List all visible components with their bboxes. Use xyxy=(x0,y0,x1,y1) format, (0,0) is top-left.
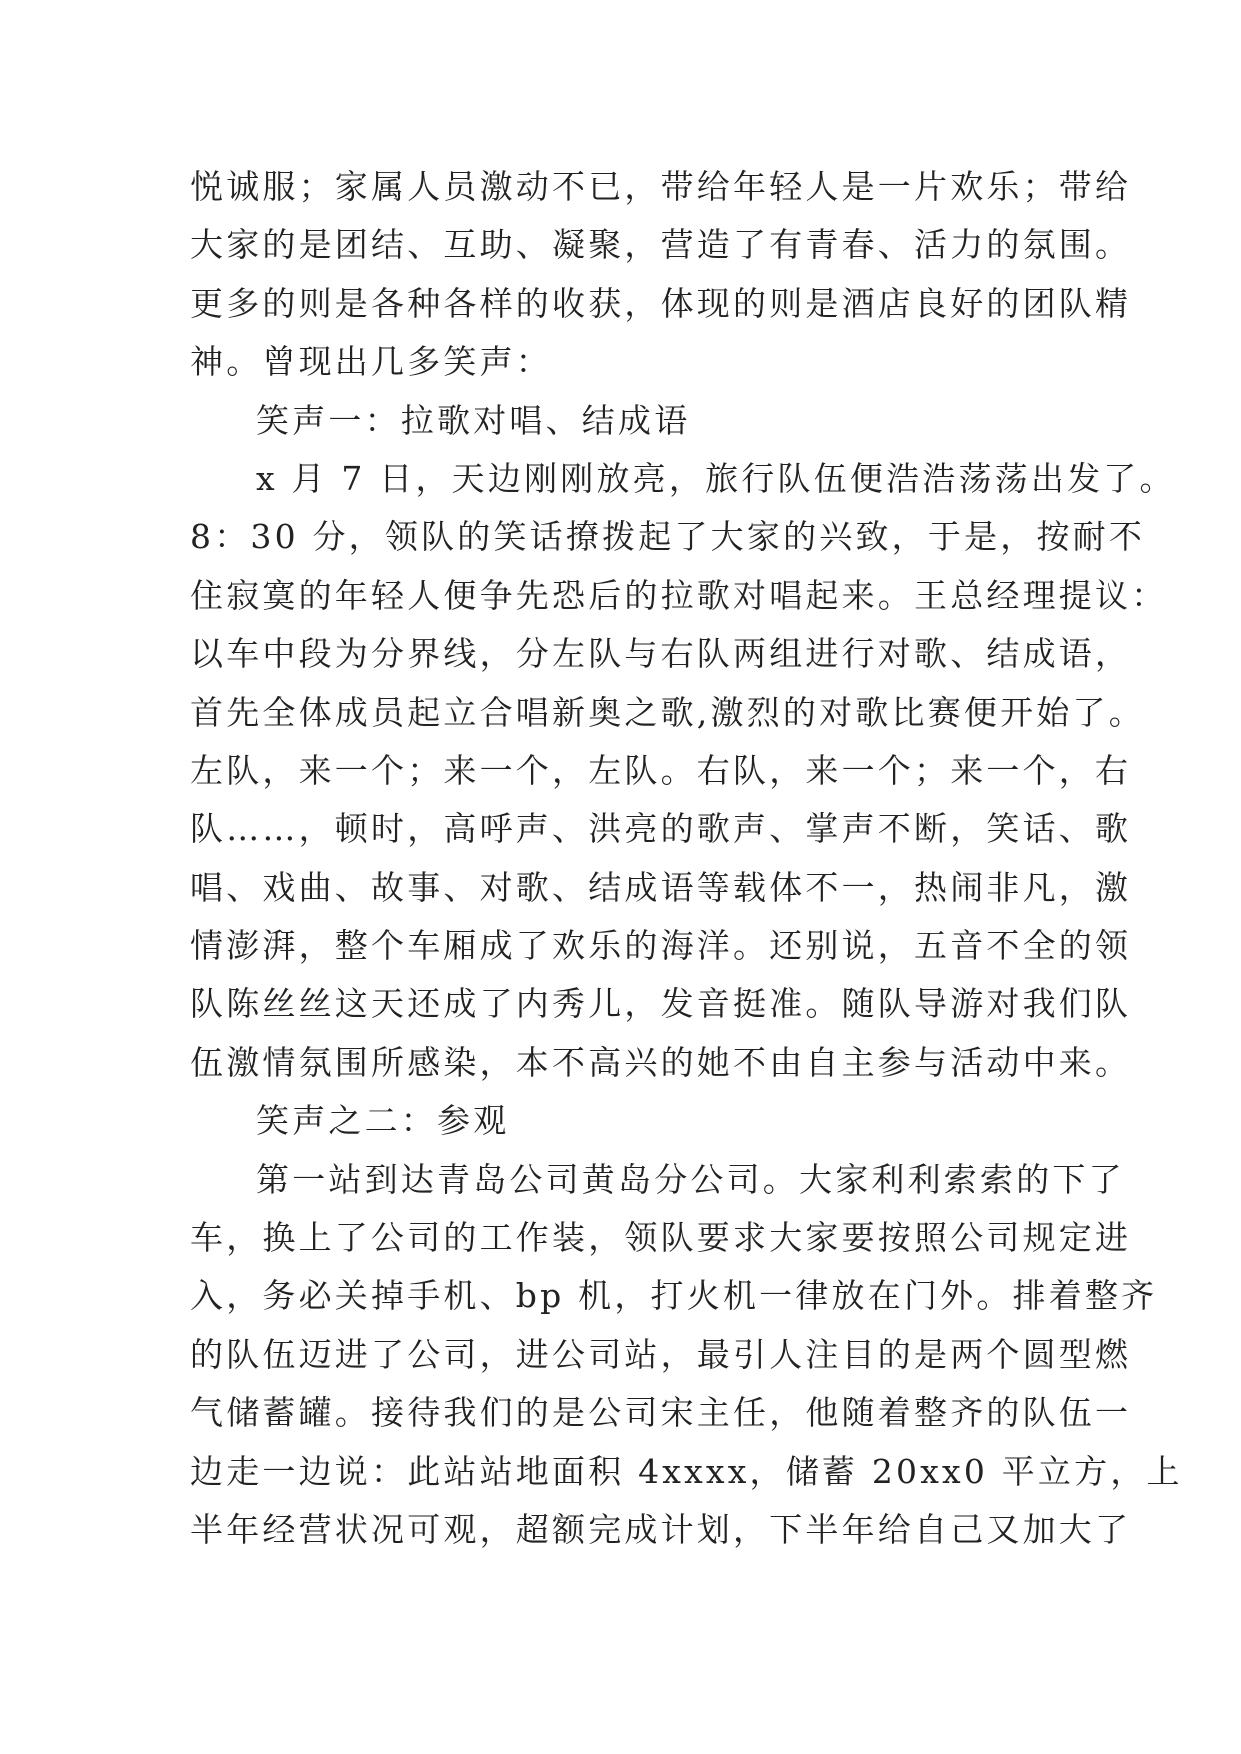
text-line: 边走一边说：此站站地面积 4xxxx，储蓄 20xx0 平立方，上 xyxy=(190,1451,1183,1491)
text-line: 唱、戏曲、故事、对歌、结成语等载体不一，热闹非凡，激 xyxy=(190,867,1132,907)
paragraph-start-line: 第一站到达青岛公司黄岛分公司。大家利利索索的下了 xyxy=(256,1159,1125,1199)
text-line: 8：30 分，领队的笑话撩拨起了大家的兴致，于是，按耐不 xyxy=(190,517,1146,557)
text-line: 情澎湃，整个车厢成了欢乐的海洋。还别说，五音不全的领 xyxy=(190,926,1132,966)
text-line: 以车中段为分界线，分左队与右队两组进行对歌、结成语， xyxy=(190,634,1132,674)
text-line: 神。曾现出几多笑声： xyxy=(190,342,552,382)
text-line: 入，务必关掉手机、bp 机，打火机一律放在门外。排着整齐 xyxy=(190,1276,1158,1316)
section-heading-1: 笑声一：拉歌对唱、结成语 xyxy=(256,400,691,440)
text-line: 大家的是团结、互助、凝聚，营造了有青春、活力的氛围。 xyxy=(190,225,1132,265)
text-line: 住寂寞的年轻人便争先恐后的拉歌对唱起来。王总经理提议： xyxy=(190,575,1168,615)
text-line: 伍激情氛围所感染，本不高兴的她不由自主参与活动中来。 xyxy=(190,1042,1132,1082)
text-line: 队……，顿时，高呼声、洪亮的歌声、掌声不断，笑话、歌 xyxy=(190,809,1132,849)
text-line: 气储蓄罐。接待我们的是公司宋主任，他随着整齐的队伍一 xyxy=(190,1393,1132,1433)
text-line: 的队伍迈进了公司，进公司站，最引人注目的是两个圆型燃 xyxy=(190,1334,1132,1374)
text-line: 更多的则是各种各样的收获，体现的则是酒店良好的团队精 xyxy=(190,283,1132,323)
text-line: 左队，来一个；来一个，左队。右队，来一个；来一个，右 xyxy=(190,750,1132,790)
section-heading-2: 笑声之二：参观 xyxy=(256,1101,510,1141)
text-line: 首先全体成员起立合唱新奥之歌,激烈的对歌比赛便开始了。 xyxy=(190,692,1145,732)
body-text xyxy=(190,158,1183,1559)
text-line: 车，换上了公司的工作装，领队要求大家要按照公司规定进 xyxy=(190,1218,1132,1258)
text-line: 半年经营状况可观，超额完成计划，下半年给自己又加大了 xyxy=(190,1509,1132,1549)
text-line: 队陈丝丝这天还成了内秀儿，发音挺准。随队导游对我们队 xyxy=(190,984,1132,1024)
paragraph-start-line: x 月 7 日，天边刚刚放亮，旅行队伍便浩浩荡荡出发了。 xyxy=(256,458,1176,498)
text-line: 悦诚服；家属人员激动不已，带给年轻人是一片欢乐；带给 xyxy=(190,167,1132,206)
